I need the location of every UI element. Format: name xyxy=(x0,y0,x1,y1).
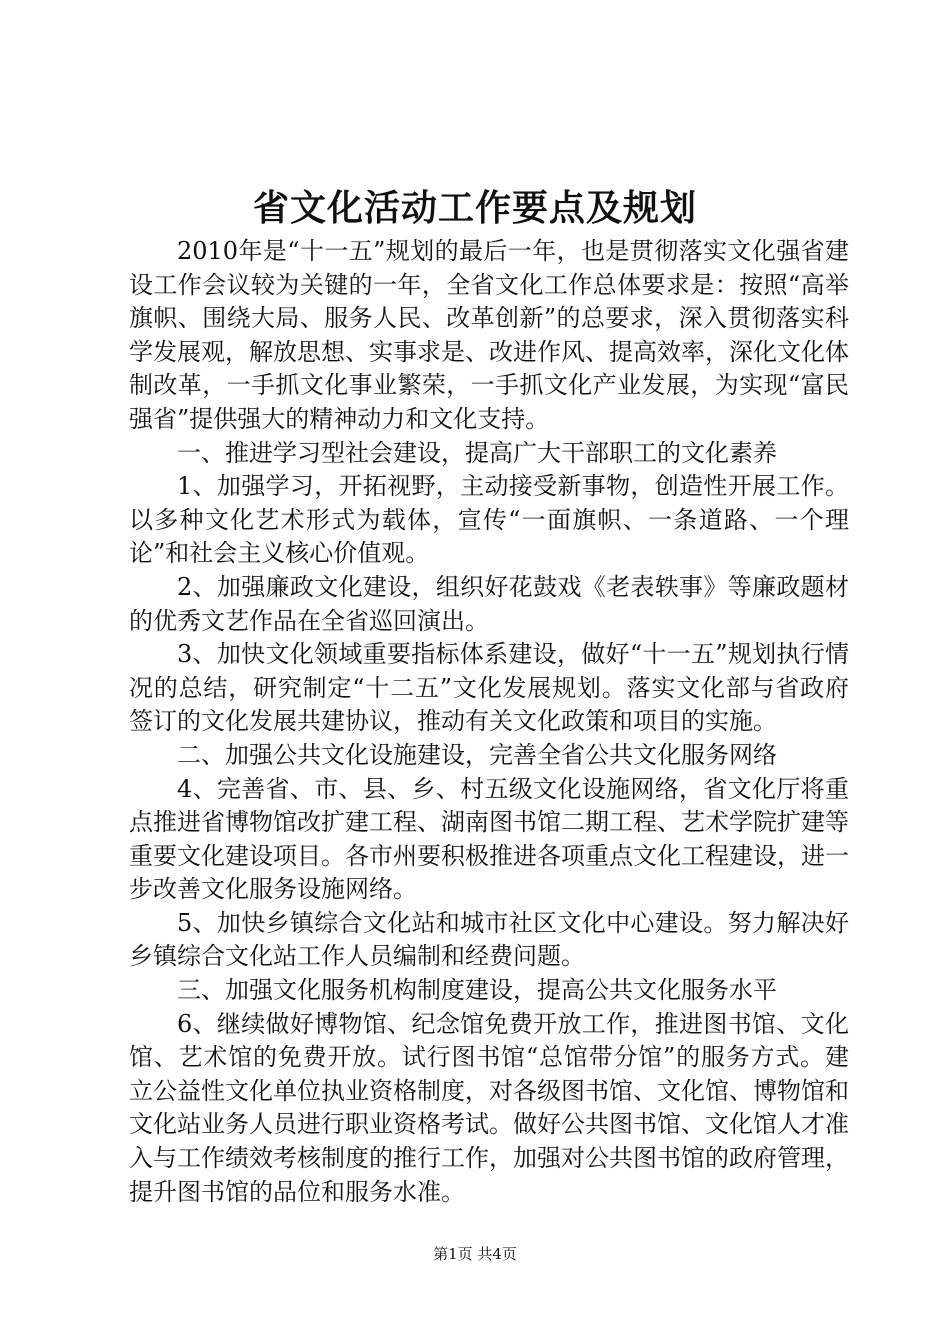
page-number-footer: 第1页 共4页 xyxy=(433,1245,517,1263)
item-paragraph-4: 4、完善省、市、县、乡、村五级文化设施网络，省文化厅将重点推进省博物馆改扩建工程、湖南图书馆二期工程、艺术学院扩建等重要文化建设项目。各市州要积极推进各项重点文化工程建设，进一步改善文化服务设施网络。 xyxy=(129,774,849,904)
item-paragraph-2: 2、加强廉政文化建设，组织好花鼓戏《老表轶事》等廉政题材的优秀文艺作品在全省巡回演出。 xyxy=(129,572,849,635)
document-body xyxy=(129,235,849,1209)
section-heading-1: 一、推进学习型社会建设，提高广大干部职工的文化素养 xyxy=(177,438,777,467)
item-paragraph-3: 3、加快文化领域重要指标体系建设，做好“十一五”规划执行情况的总结，研究制定“十二五”文化发展规划。落实文化部与省政府签订的文化发展共建协议，推动有关文化政策和项目的实施。 xyxy=(129,640,849,736)
item-paragraph-5: 5、加快乡镇综合文化站和城市社区文化中心建设。努力解决好乡镇综合文化站工作人员编制和经费问题。 xyxy=(129,908,849,971)
document-title: 省文化活动工作要点及规划 xyxy=(252,187,697,229)
item-paragraph-6: 6、继续做好博物馆、纪念馆免费开放工作，推进图书馆、文化馆、艺术馆的免费开放。试行图书馆“总馆带分馆”的服务方式。建立公益性文化单位执业资格制度，对各级图书馆、文化馆、博物馆和文化站业务人员进行职业资格考试。做好公共图书馆、文化馆人才准入与工作绩效考核制度的推行工作，加强对公共图书馆的政府管理，提升图书馆的品位和服务水准。 xyxy=(129,1009,849,1206)
item-paragraph-1: 1、加强学习，开拓视野，主动接受新事物，创造性开展工作。以多种文化艺术形式为载体，宣传“一面旗帜、一条道路、一个理论”和社会主义核心价值观。 xyxy=(129,472,849,568)
section-heading-3: 三、加强文化服务机构制度建设，提高公共文化服务水平 xyxy=(177,976,777,1005)
intro-paragraph: 2010年是“十一五”规划的最后一年，也是贯彻落实文化强省建设工作会议较为关键的一年，全省文化工作总体要求是：按照“高举旗帜、围绕大局、服务人民、改革创新”的总要求，深入贯彻落实科学发展观，解放思想、实事求是、改进作风、提高效率，深化文化体制改革，一手抓文化事业繁荣，一手抓文化产业发展，为实现“富民强省”提供强大的精神动力和文化支持。 xyxy=(129,237,849,433)
section-heading-2: 二、加强公共文化设施建设，完善全省公共文化服务网络 xyxy=(177,740,777,769)
